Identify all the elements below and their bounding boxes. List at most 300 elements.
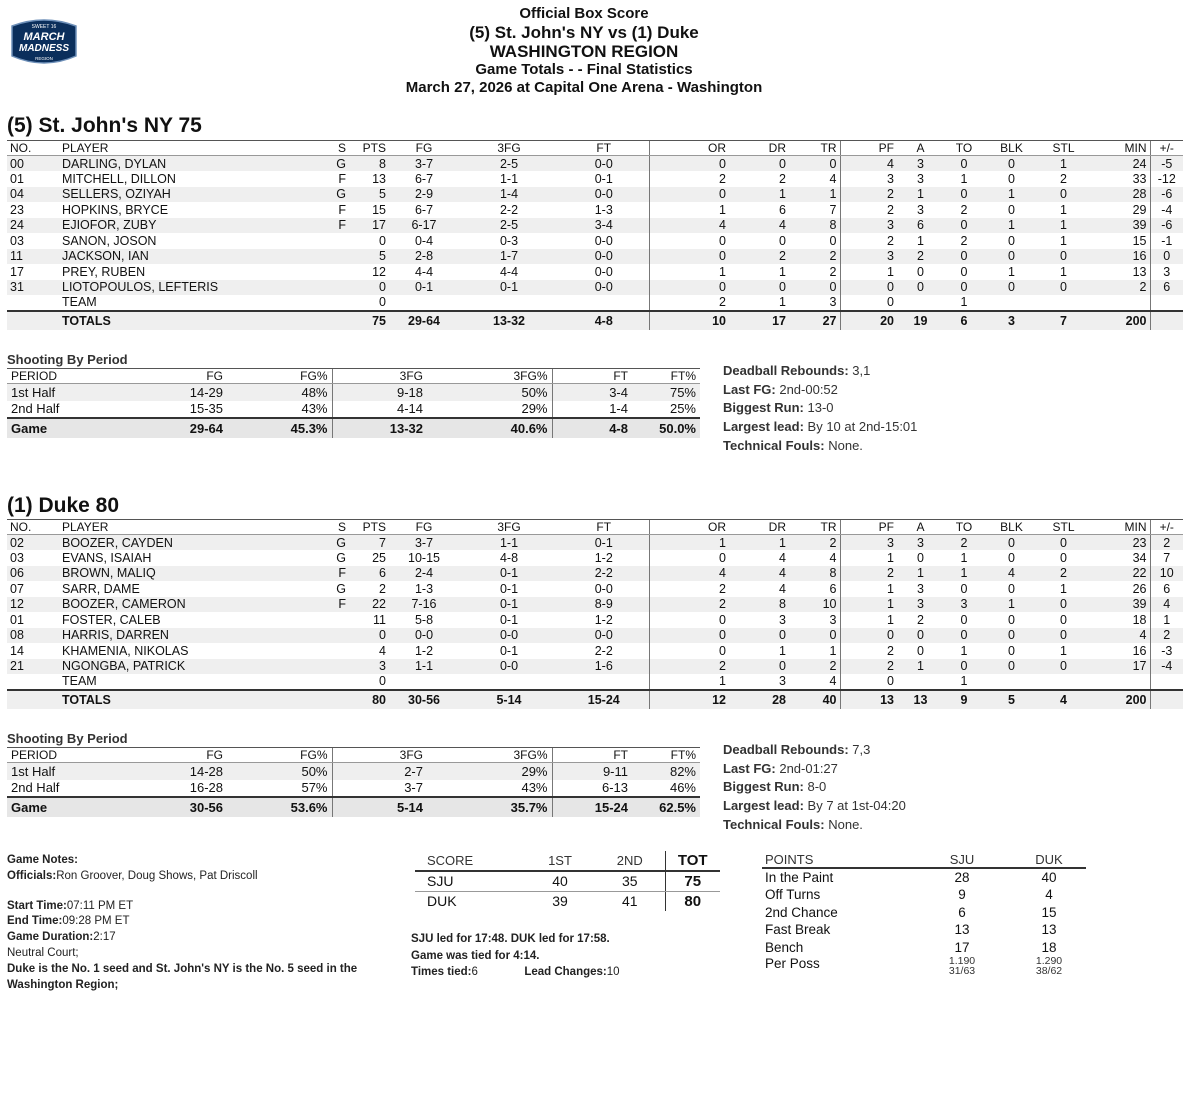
points-cell: 18 bbox=[1041, 940, 1057, 956]
shooting-game-cell: 4-8 bbox=[552, 418, 632, 438]
stat-cell: G bbox=[336, 581, 346, 596]
stat-cell: NGONGBA, PATRICK bbox=[59, 659, 249, 675]
stat-cell: -6 bbox=[1150, 218, 1183, 234]
stat-cell: 0 bbox=[649, 628, 729, 644]
stat-cell: G bbox=[249, 535, 349, 551]
stat-cell: SELLERS, OZIYAH bbox=[59, 187, 249, 203]
shooting-cell: 1st Half bbox=[7, 763, 102, 780]
column-header: MIN bbox=[1088, 141, 1150, 156]
team-note-label: Deadball Rebounds: bbox=[723, 363, 849, 378]
shooting-cell: 16-28 bbox=[189, 780, 223, 795]
stat-cell: 14 bbox=[10, 643, 24, 658]
line-score-column: TOT bbox=[665, 851, 720, 871]
team-note-value: 2nd-00:52 bbox=[775, 381, 838, 397]
shooting-game-cell: 62.5% bbox=[632, 797, 700, 817]
column-header: DR bbox=[729, 141, 789, 156]
column-header: PTS bbox=[349, 520, 389, 535]
stat-cell: 7 bbox=[1150, 550, 1183, 566]
stat-cell: 0 bbox=[649, 156, 729, 172]
stat-cell: 0 bbox=[840, 674, 897, 690]
stat-cell: 0 bbox=[1039, 535, 1088, 551]
stat-cell: 7-16 bbox=[389, 597, 459, 613]
stat-cell: 0 bbox=[897, 628, 944, 644]
stat-cell: 0-1 bbox=[559, 535, 649, 551]
svg-text:MARCH: MARCH bbox=[23, 31, 65, 43]
shooting-cell: 1st Half bbox=[7, 384, 102, 401]
stat-cell: 1-1 bbox=[499, 171, 519, 186]
player-row bbox=[7, 674, 1183, 690]
svg-text:MADNESS: MADNESS bbox=[18, 43, 70, 54]
stat-cell: 0 bbox=[1039, 659, 1088, 675]
stat-cell bbox=[389, 674, 459, 690]
totals-cell: 9 bbox=[944, 690, 984, 709]
column-header: 3FG bbox=[459, 520, 559, 535]
report-header bbox=[0, 4, 1168, 97]
stat-cell bbox=[249, 280, 349, 296]
stat-cell: 1-3 bbox=[594, 202, 613, 217]
stat-cell bbox=[459, 295, 559, 311]
stat-cell: 0 bbox=[1060, 612, 1067, 627]
totals-cell: 80 bbox=[349, 690, 389, 709]
shooting-row bbox=[7, 780, 700, 797]
stat-cell: 1 bbox=[944, 566, 984, 582]
stat-cell: 0 bbox=[649, 643, 729, 659]
stat-cell bbox=[1150, 674, 1183, 690]
stat-cell: 17 bbox=[1088, 659, 1150, 675]
stat-cell: 0-1 bbox=[459, 566, 559, 582]
game-notes bbox=[7, 853, 387, 993]
stat-cell: 1-6 bbox=[559, 659, 649, 675]
stat-cell: 2 bbox=[960, 202, 968, 217]
column-header: OR bbox=[649, 141, 729, 156]
player-row bbox=[7, 535, 1183, 551]
stat-cell bbox=[7, 295, 59, 311]
stat-cell: HARRIS, DARREN bbox=[59, 628, 249, 644]
totals-cell: 5-14 bbox=[459, 690, 559, 709]
stat-cell: 0 bbox=[1008, 171, 1015, 186]
stat-cell: 7 bbox=[349, 535, 389, 551]
stat-cell: 39 bbox=[1088, 597, 1150, 613]
shooting-cell: 29% bbox=[521, 401, 548, 416]
team-note-label: Largest lead: bbox=[723, 798, 804, 814]
totals-cell: 6 bbox=[944, 311, 984, 330]
column-header: DR bbox=[729, 520, 789, 535]
stat-cell: 4 bbox=[649, 218, 729, 234]
stat-cell: 0 bbox=[917, 550, 924, 565]
stat-cell: 0 bbox=[984, 535, 1039, 551]
lead-durations: SJU led for 17:48. DUK led for 17:58. bbox=[411, 933, 610, 945]
stat-cell: 01 bbox=[10, 612, 24, 627]
points-cell: 2nd Chance bbox=[765, 904, 838, 920]
stat-cell: 15 bbox=[372, 202, 386, 217]
stat-cell bbox=[249, 643, 349, 659]
column-header: BLK bbox=[984, 141, 1039, 156]
stat-cell: 6-7 bbox=[414, 202, 434, 217]
team-note bbox=[723, 437, 917, 456]
stat-cell bbox=[249, 264, 349, 280]
stat-cell bbox=[249, 659, 349, 675]
stat-cell bbox=[249, 249, 349, 265]
stat-cell: 2 bbox=[649, 295, 729, 311]
per-poss-rate: 1.290 bbox=[1035, 955, 1063, 968]
team-note-label: Last FG: bbox=[723, 381, 776, 397]
stat-cell: 1 bbox=[960, 550, 968, 565]
shooting-table-sju bbox=[7, 368, 700, 438]
stat-cell: 1 bbox=[649, 264, 729, 280]
line-score-row bbox=[415, 891, 720, 911]
totals-cell bbox=[7, 690, 59, 709]
totals-row bbox=[7, 690, 1183, 709]
stat-cell: 3 bbox=[917, 581, 924, 596]
line-score-header bbox=[415, 851, 720, 871]
shooting-game-cell: 29-64 bbox=[102, 418, 227, 438]
box-header-row bbox=[7, 141, 1183, 156]
stat-cell: 0-1 bbox=[459, 597, 559, 613]
points-cell: Off Turns bbox=[765, 887, 821, 903]
stat-cell: 1-7 bbox=[459, 249, 559, 265]
points-cell: 15 bbox=[1041, 904, 1057, 920]
per-poss-fraction: 38/62 bbox=[1035, 965, 1063, 978]
stat-cell: 10 bbox=[1150, 566, 1183, 582]
shooting-cell: 43% bbox=[521, 780, 548, 795]
totals-cell: TOTALS bbox=[59, 690, 249, 709]
stat-cell: 0 bbox=[984, 156, 1039, 172]
stat-cell: 2 bbox=[649, 659, 729, 675]
totals-cell: 4 bbox=[1039, 690, 1088, 709]
stat-cell: 0 bbox=[1039, 628, 1088, 644]
team-note-value: By 7 at 1st-04:20 bbox=[803, 798, 906, 814]
stat-cell: 1 bbox=[789, 187, 840, 203]
stat-cell: 1 bbox=[1060, 581, 1067, 596]
stat-cell: 8-9 bbox=[559, 597, 649, 613]
stat-cell: 8 bbox=[789, 218, 840, 234]
stat-cell: 0 bbox=[944, 187, 984, 203]
team-note-label: Technical Fouls: bbox=[723, 816, 825, 832]
player-row bbox=[7, 643, 1183, 659]
stat-cell: 3 bbox=[840, 249, 897, 265]
points-cell: 17 bbox=[954, 940, 970, 956]
stat-cell: 1 bbox=[1060, 202, 1067, 217]
shooting-cell: 50% bbox=[427, 384, 552, 401]
stat-cell: 0 bbox=[944, 628, 984, 644]
stat-cell bbox=[7, 674, 59, 690]
per-poss-rate: 1.190 bbox=[948, 955, 976, 968]
team-title-sju: (5) St. John's NY 75 bbox=[7, 114, 202, 137]
totals-cell: 13 bbox=[897, 690, 944, 709]
totals-cell: 13-32 bbox=[459, 311, 559, 330]
team-note bbox=[723, 797, 906, 816]
points-cell: 6 bbox=[958, 904, 966, 920]
points-breakdown-table bbox=[762, 851, 1086, 976]
stat-cell: 3 bbox=[779, 674, 786, 689]
stat-cell: 3-7 bbox=[389, 535, 459, 551]
end-time: 09:28 PM ET bbox=[62, 915, 130, 928]
stat-cell: 2 bbox=[789, 249, 840, 265]
column-header: PF bbox=[840, 520, 897, 535]
stat-cell: 2 bbox=[1150, 535, 1183, 551]
totals-cell: 13 bbox=[840, 690, 897, 709]
column-header: S bbox=[249, 141, 349, 156]
stat-cell: 0 bbox=[917, 264, 924, 279]
stat-cell bbox=[559, 674, 649, 690]
totals-cell: 30-56 bbox=[389, 690, 459, 709]
column-header: A bbox=[897, 141, 944, 156]
per-poss-label: Per Poss bbox=[765, 956, 820, 972]
team-note bbox=[723, 741, 906, 760]
column-header: PTS bbox=[349, 141, 389, 156]
stat-cell: 1 bbox=[840, 264, 897, 280]
shooting-cell: 3-4 bbox=[552, 384, 632, 401]
stat-cell: 0-0 bbox=[559, 628, 649, 644]
stat-cell: 0 bbox=[349, 628, 389, 644]
stat-cell bbox=[1088, 674, 1150, 690]
stat-cell: 3 bbox=[944, 597, 984, 613]
stat-cell: F bbox=[249, 597, 349, 613]
stat-cell: 11 bbox=[7, 249, 59, 265]
stat-cell: 0-0 bbox=[459, 628, 559, 644]
stat-cell: 3-4 bbox=[559, 218, 649, 234]
line-score-column: 2ND bbox=[595, 851, 665, 871]
stat-cell: 1 bbox=[960, 674, 968, 689]
stat-cell: 0 bbox=[944, 249, 984, 265]
stat-cell: 0 bbox=[729, 628, 789, 644]
totals-cell: TOTALS bbox=[59, 311, 249, 330]
header-region: WASHINGTON REGION bbox=[489, 42, 679, 61]
stat-cell: 0 bbox=[1039, 597, 1088, 613]
team-note-value: 13-0 bbox=[803, 400, 834, 416]
stat-cell: 0 bbox=[1008, 612, 1015, 627]
stat-cell: 39 bbox=[1088, 218, 1150, 234]
stat-cell: 2 bbox=[840, 659, 897, 675]
stat-cell: 1 bbox=[1060, 643, 1067, 658]
stat-cell: 0-3 bbox=[499, 233, 519, 248]
stat-cell: 1 bbox=[1039, 218, 1088, 234]
stat-cell: 1 bbox=[840, 581, 897, 597]
line-score-column: 1ST bbox=[525, 851, 595, 871]
shooting-cell: 29% bbox=[427, 763, 552, 780]
stat-cell: 8 bbox=[729, 597, 789, 613]
line-score-cell: SJU bbox=[415, 871, 525, 891]
line-score-cell: 35 bbox=[595, 871, 665, 891]
stat-cell: 16 bbox=[1132, 643, 1147, 658]
stat-cell bbox=[1088, 295, 1150, 311]
stat-cell: 6 bbox=[897, 218, 944, 234]
totals-cell bbox=[1150, 690, 1183, 709]
shooting-column-header: FT bbox=[552, 748, 632, 763]
stat-cell: 8 bbox=[349, 156, 389, 172]
totals-row bbox=[7, 311, 1183, 330]
shooting-cell: 14-29 bbox=[102, 384, 227, 401]
stat-cell: EJIOFOR, ZUBY bbox=[59, 218, 249, 234]
shooting-game-cell: 45.3% bbox=[227, 418, 332, 438]
team-note bbox=[723, 760, 906, 779]
column-header: NO. bbox=[7, 141, 59, 156]
points-cell: Bench bbox=[765, 940, 804, 956]
stat-cell: 0 bbox=[379, 233, 386, 248]
header-date-venue: March 27, 2026 at Capital One Arena - Washington bbox=[405, 79, 763, 96]
stat-cell: 0 bbox=[729, 280, 789, 296]
shooting-table-duke bbox=[7, 747, 700, 817]
tied-duration: Game was tied for 4:14. bbox=[411, 949, 540, 962]
stat-cell: 00 bbox=[7, 156, 59, 172]
shooting-header-row bbox=[7, 369, 700, 384]
stat-cell bbox=[1039, 674, 1088, 690]
stat-cell: 01 bbox=[10, 171, 24, 186]
stat-cell: 1 bbox=[1060, 233, 1067, 248]
stat-cell: 33 bbox=[1132, 171, 1147, 186]
stat-cell: 1 bbox=[960, 643, 968, 658]
stat-cell: 0 bbox=[984, 659, 1039, 675]
shooting-cell: 14-28 bbox=[102, 763, 227, 780]
shooting-cell: 43% bbox=[301, 401, 328, 416]
shooting-column-header: FG bbox=[102, 748, 227, 763]
column-header: S bbox=[249, 520, 349, 535]
stat-cell: 1 bbox=[729, 535, 789, 551]
stat-cell: 1 bbox=[1008, 264, 1015, 279]
stat-cell: LIOTOPOULOS, LEFTERIS bbox=[59, 280, 249, 296]
totals-cell: 20 bbox=[840, 311, 897, 330]
line-score-cell: 41 bbox=[621, 893, 638, 910]
totals-cell bbox=[249, 311, 349, 330]
shooting-column-header: FG% bbox=[227, 748, 332, 763]
header-line-1: Official Box Score bbox=[519, 5, 649, 22]
shooting-column-header: FT% bbox=[632, 369, 700, 384]
points-cell: 4 bbox=[1045, 887, 1053, 903]
stat-cell: 0 bbox=[379, 295, 386, 310]
line-score-cell: 80 bbox=[665, 891, 720, 911]
player-row bbox=[7, 659, 1183, 675]
shooting-column-header: FT bbox=[552, 369, 632, 384]
stat-cell: 2 bbox=[840, 202, 897, 218]
per-poss-cell bbox=[912, 956, 1012, 976]
totals-cell: 200 bbox=[1088, 311, 1150, 330]
totals-cell: 10 bbox=[649, 311, 729, 330]
points-row bbox=[762, 868, 1086, 886]
stat-cell: 0 bbox=[1008, 581, 1015, 596]
totals-cell: 27 bbox=[789, 311, 840, 330]
stat-cell: 18 bbox=[1132, 612, 1147, 627]
game-duration: 2:17 bbox=[93, 931, 116, 944]
officials-label: Officials: bbox=[7, 869, 57, 882]
stat-cell: 03 bbox=[10, 550, 24, 565]
totals-cell: 29-64 bbox=[389, 311, 459, 330]
stat-cell: 2 bbox=[729, 249, 789, 265]
column-header: PLAYER bbox=[59, 141, 249, 156]
stat-cell: 6-17 bbox=[389, 218, 459, 234]
column-header: +/- bbox=[1150, 520, 1183, 535]
stat-cell: 4 bbox=[379, 643, 386, 658]
stat-cell: 1 bbox=[829, 643, 837, 658]
stat-cell: 12 bbox=[7, 597, 59, 613]
stat-cell: 2 bbox=[1088, 280, 1150, 296]
player-row bbox=[7, 628, 1183, 644]
stat-cell: G bbox=[336, 550, 346, 565]
column-header: FG bbox=[389, 520, 459, 535]
stat-cell: 1 bbox=[779, 295, 786, 310]
stat-cell: 0 bbox=[960, 612, 968, 627]
stat-cell: 0 bbox=[1008, 233, 1015, 248]
stat-cell: 0 bbox=[897, 280, 944, 296]
stat-cell bbox=[249, 628, 349, 644]
line-score-cell: 39 bbox=[552, 893, 568, 910]
stat-cell: 6 bbox=[779, 202, 786, 217]
stat-cell: 0 bbox=[729, 156, 789, 172]
stat-cell: 0 bbox=[840, 295, 897, 311]
header-subtitle: Game Totals - - Final Statistics bbox=[475, 61, 693, 78]
stat-cell: 3 bbox=[840, 218, 897, 234]
stat-cell bbox=[897, 295, 944, 311]
shooting-game-cell: 53.6% bbox=[227, 797, 332, 817]
team-note-value: None. bbox=[824, 816, 863, 832]
stat-cell: 0 bbox=[649, 612, 729, 628]
officials: Ron Groover, Doug Shows, Pat Driscoll bbox=[56, 869, 258, 882]
stat-cell: 4-4 bbox=[414, 264, 434, 279]
team-note-value: 3,1 bbox=[848, 363, 871, 378]
stat-cell: 3 bbox=[897, 535, 944, 551]
stat-cell: 0 bbox=[649, 233, 729, 249]
stat-cell: 1-1 bbox=[389, 659, 459, 675]
stat-cell: 1-1 bbox=[459, 535, 559, 551]
stat-cell: 0 bbox=[1060, 550, 1067, 565]
stat-cell bbox=[249, 612, 349, 628]
stat-cell: 03 bbox=[10, 233, 24, 248]
team-note bbox=[723, 362, 917, 381]
stat-cell: 2-5 bbox=[459, 156, 559, 172]
stat-cell: 4 bbox=[984, 566, 1039, 582]
stat-cell: 04 bbox=[7, 187, 59, 203]
stat-cell: 1 bbox=[984, 187, 1039, 203]
stat-cell: 02 bbox=[7, 535, 59, 551]
stat-cell: 23 bbox=[1088, 535, 1150, 551]
stat-cell: 0 bbox=[1039, 187, 1088, 203]
stat-cell: 0 bbox=[379, 674, 386, 689]
stat-cell: 1 bbox=[897, 659, 944, 675]
points-column: DUK bbox=[1012, 851, 1086, 868]
stat-cell: 2 bbox=[840, 233, 897, 249]
totals-cell: 28 bbox=[729, 690, 789, 709]
stat-cell: 0 bbox=[917, 643, 924, 658]
stat-cell: 11 bbox=[373, 612, 386, 627]
shooting-game-cell: 50.0% bbox=[632, 418, 700, 438]
stat-cell: 0 bbox=[649, 249, 729, 265]
stat-cell: 2 bbox=[1060, 171, 1067, 186]
stat-cell: 0 bbox=[840, 280, 897, 296]
stat-cell: 1 bbox=[1060, 264, 1067, 279]
stat-cell: 2 bbox=[779, 171, 786, 186]
stat-cell: 0 bbox=[789, 628, 840, 644]
player-row bbox=[7, 249, 1183, 265]
team-note bbox=[723, 778, 906, 797]
team-note-value: 7,3 bbox=[848, 742, 871, 757]
shooting-cell: 3-7 bbox=[332, 780, 427, 797]
stat-cell: KHAMENIA, NIKOLAS bbox=[62, 643, 189, 658]
stat-cell: 1 bbox=[840, 597, 897, 613]
stat-cell: 1-2 bbox=[414, 643, 434, 658]
stat-cell: 5 bbox=[349, 249, 389, 265]
stat-cell: 28 bbox=[1088, 187, 1150, 203]
totals-cell: 75 bbox=[349, 311, 389, 330]
player-row bbox=[7, 550, 1183, 566]
player-row bbox=[7, 280, 1183, 296]
start-time-label: Start Time: bbox=[7, 899, 67, 912]
stat-cell: 4-8 bbox=[499, 550, 519, 565]
player-row bbox=[7, 264, 1183, 280]
player-row bbox=[7, 233, 1183, 249]
per-poss-row bbox=[762, 956, 1086, 976]
stat-cell: 0 bbox=[829, 233, 837, 248]
player-row bbox=[7, 218, 1183, 234]
totals-cell: 4-8 bbox=[559, 311, 649, 330]
